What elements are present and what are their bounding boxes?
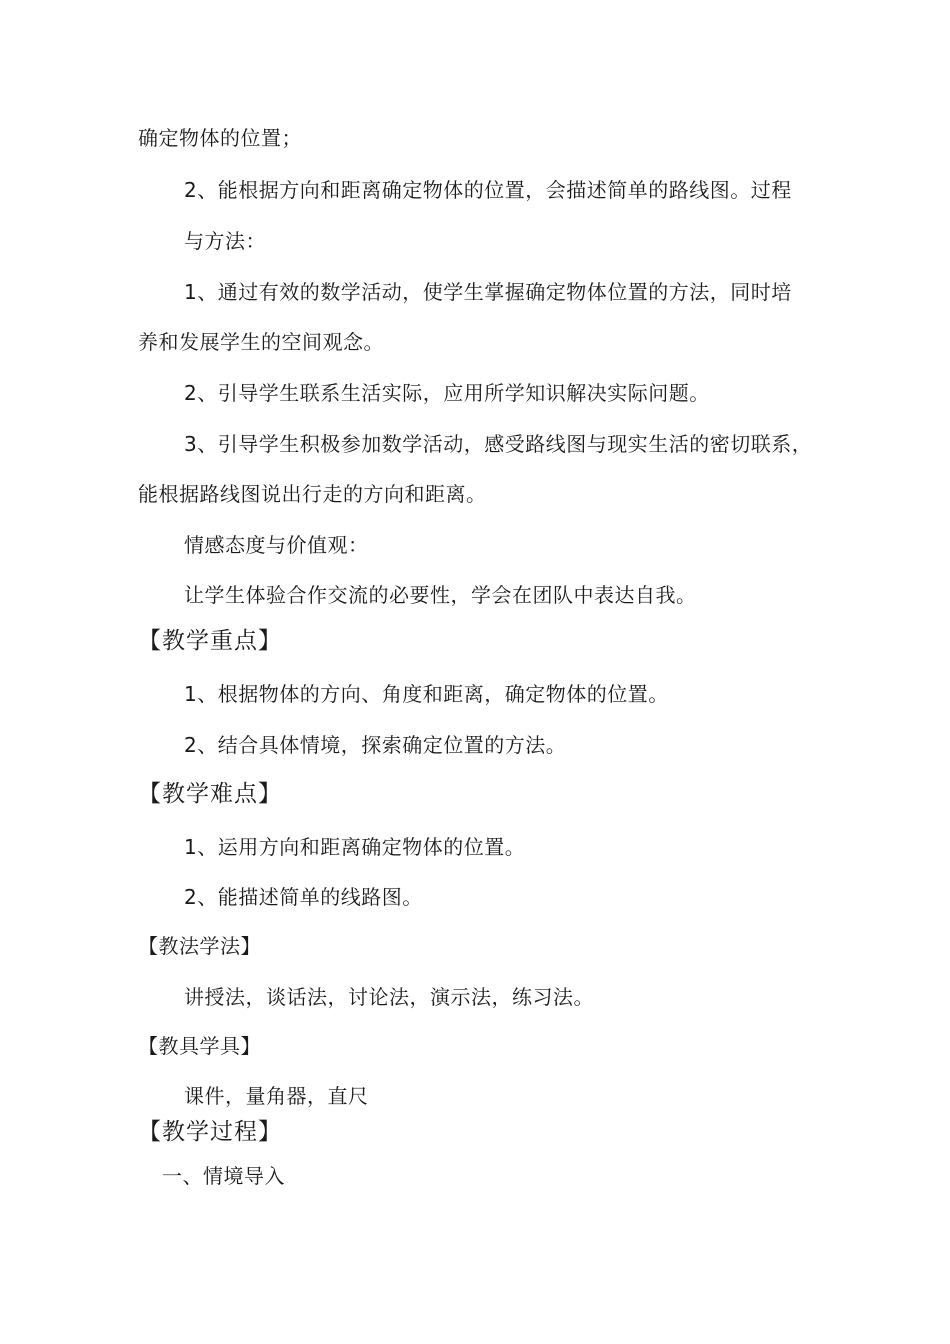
paragraph-line: 与方法：	[184, 229, 266, 253]
paragraph-line: 能根据路线图说出行走的方向和距离。	[138, 482, 487, 506]
list-item: 2、能描述简单的线路图。	[184, 885, 423, 909]
section-heading-tools: 【教具学具】	[138, 1034, 261, 1058]
paragraph-line: 2、引导学生联系生活实际，应用所学知识解决实际问题。	[184, 381, 710, 405]
section-heading-difficult-points: 【教学难点】	[138, 781, 282, 807]
paragraph-line: 让学生体验合作交流的必要性，学会在团队中表达自我。	[184, 583, 697, 607]
paragraph-line: 确定物体的位置；	[138, 126, 302, 150]
paragraph-line: 养和发展学生的空间观念。	[138, 330, 384, 354]
paragraph-line: 1、通过有效的数学活动，使学生掌握确定物体位置的方法，同时培	[184, 280, 792, 304]
section-heading-methods: 【教法学法】	[138, 934, 261, 958]
paragraph-line: 2、能根据方向和距离确定物体的位置，会描述简单的路线图。过程	[184, 178, 792, 202]
process-sub-heading: 一、情境导入	[162, 1164, 285, 1188]
paragraph-line: 情感态度与价值观：	[184, 533, 369, 557]
list-item: 2、结合具体情境，探索确定位置的方法。	[184, 733, 567, 757]
list-item: 1、根据物体的方向、角度和距离，确定物体的位置。	[184, 682, 669, 706]
paragraph-line: 3、引导学生积极参加数学活动，感受路线图与现实生活的密切联系，	[184, 432, 813, 456]
list-item: 1、运用方向和距离确定物体的位置。	[184, 835, 526, 859]
section-heading-key-points: 【教学重点】	[138, 628, 282, 654]
tools-text: 课件，量角器，直尺	[184, 1084, 369, 1108]
methods-text: 讲授法，谈话法，讨论法，演示法，练习法。	[184, 985, 594, 1009]
section-heading-process: 【教学过程】	[138, 1119, 282, 1145]
